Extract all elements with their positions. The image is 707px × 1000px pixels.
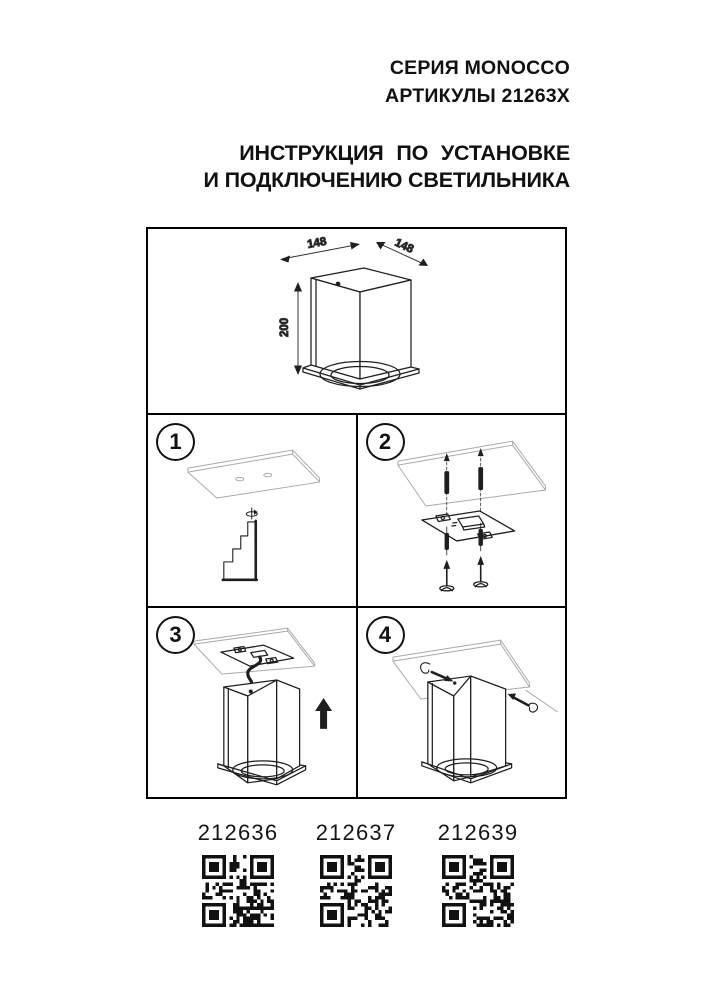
width-label: 148 (306, 235, 328, 251)
title-line-2: И ПОДКЛЮЧЕНИЮ СВЕТИЛЬНИКА (203, 168, 570, 192)
depth-label: 148 (392, 236, 416, 256)
series-name: СЕРИЯ MONOCCO (389, 57, 570, 79)
instruction-diagram-grid (146, 227, 567, 799)
anchor-arrow-right (477, 448, 483, 456)
page-title (204, 140, 570, 194)
title-line-1: ИНСТРУКЦИЯ ПО УСТАНОВКЕ (239, 141, 570, 165)
qr-code-3 (442, 855, 514, 927)
qr-code-1 (202, 855, 274, 927)
step-4-number: 4 (378, 622, 392, 647)
product-column-2 (294, 820, 418, 927)
step-1-badge (156, 423, 195, 461)
step-2-panel (358, 415, 566, 608)
article-number-3: 212639 (437, 820, 519, 845)
articles-line: АРТИКУЛЫ 21263X (385, 85, 570, 107)
screw-left-icon (439, 560, 453, 591)
step-3-badge (156, 616, 195, 654)
article-number-2: 212637 (315, 820, 397, 845)
anchor-right (478, 467, 483, 490)
step-2-number: 2 (378, 429, 392, 454)
mounting-hole-dot (336, 282, 341, 287)
anchor-left (444, 471, 449, 494)
product-column-3 (416, 820, 540, 927)
height-label: 200 (279, 317, 291, 337)
product-dimensions-panel (148, 229, 565, 415)
step-drill-icon (223, 508, 258, 580)
step-4-panel (358, 608, 566, 797)
header (204, 54, 570, 194)
push-up-arrow-icon (315, 698, 332, 729)
step-4-badge (366, 616, 405, 654)
qr-code-2 (320, 855, 392, 927)
depth-dimension (376, 237, 428, 266)
product-column-1 (176, 820, 300, 927)
step-1-panel (148, 415, 358, 608)
step-2-badge (366, 423, 405, 461)
luminaire-dimension-drawing (148, 229, 565, 413)
width-dimension (280, 236, 360, 263)
side-screw-right-icon (507, 694, 537, 713)
screw-right-icon (473, 556, 487, 587)
height-dimension (279, 282, 302, 375)
step-1-number: 1 (169, 429, 182, 454)
article-number-1: 212636 (197, 820, 279, 845)
step-3-panel (148, 608, 358, 797)
step-3-number: 3 (169, 622, 182, 647)
